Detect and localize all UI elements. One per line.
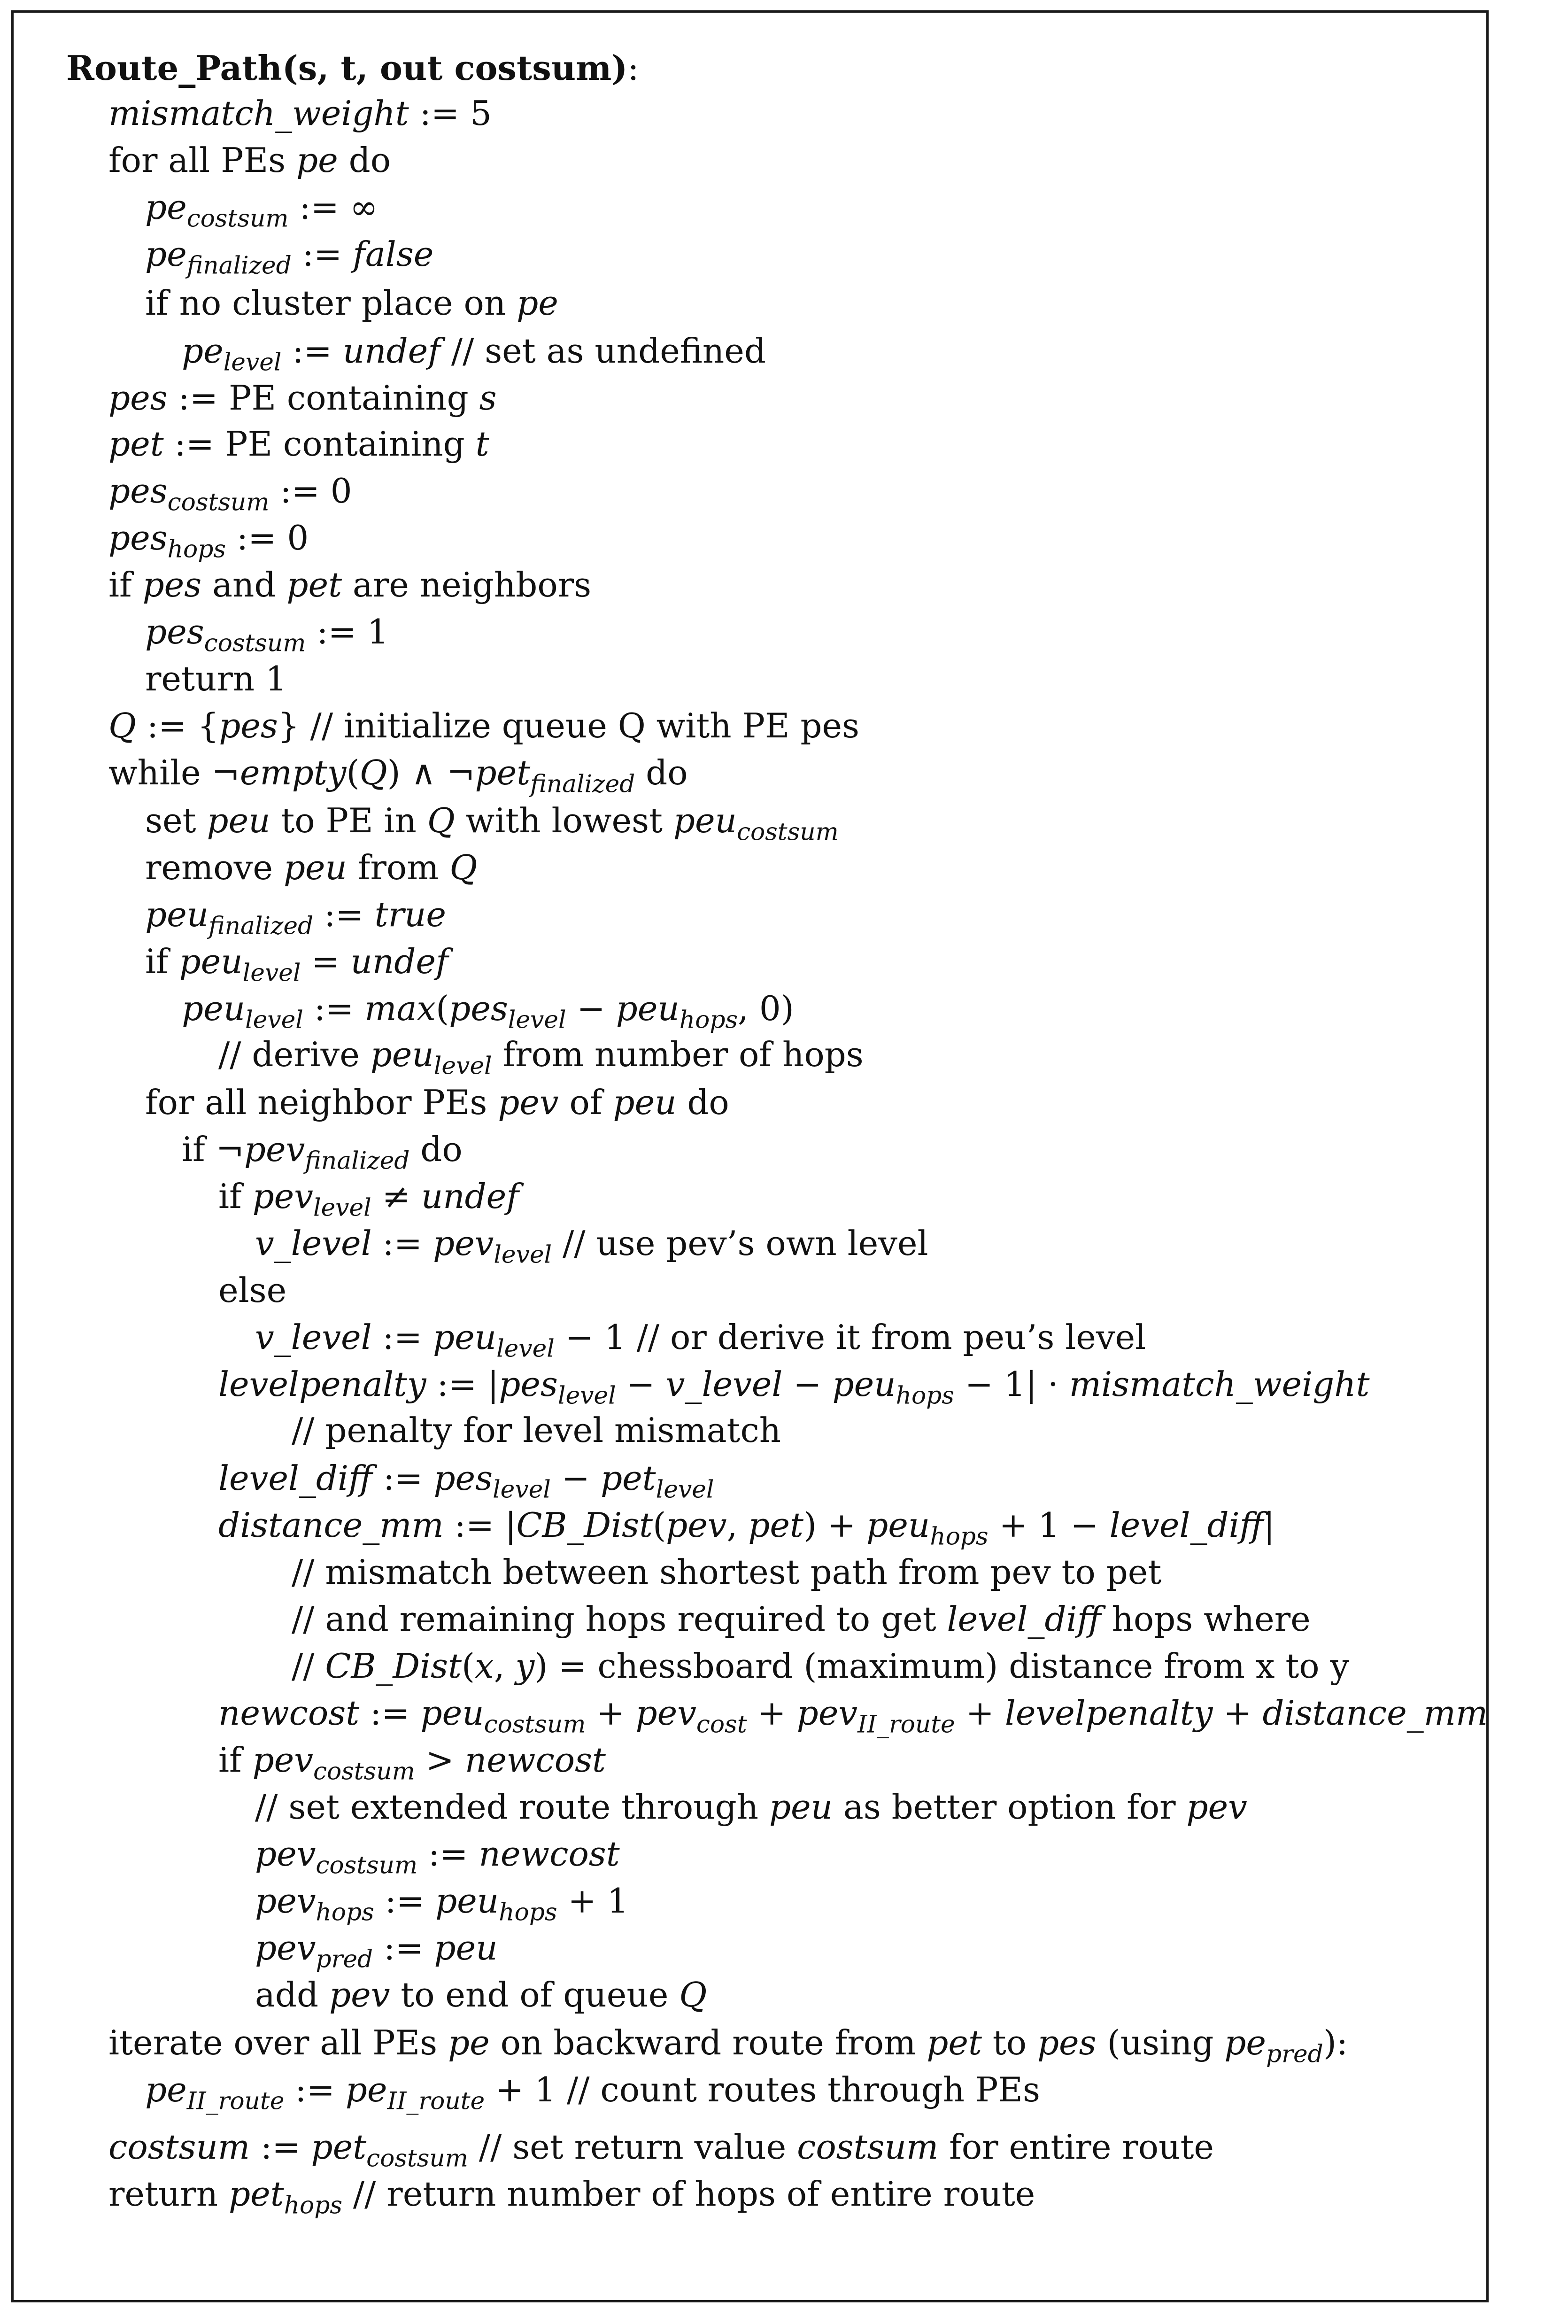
code-line: newcost := peu$_{costsum}$ + pev$_{cost}$ + pev$_{II\_route}$ + levelpenalty + distance_mm (218, 1693, 1488, 1739)
code-line: for all neighbor PEs pev of peu do (145, 1083, 729, 1122)
code-line: add pev to end of queue Q (255, 1975, 707, 2014)
code-line: else (218, 1270, 287, 1310)
code-line: costsum := pet$_{costsum}$ // set return value costsum for entire route (108, 2127, 1214, 2173)
code-line: level_diff := pes$_{level}$ − pet$_{level}$ (218, 1458, 714, 1504)
code-line: $pe_{finalized}$ := false (145, 234, 434, 280)
code-line: $pe_{level}$ := undef // set as undefined (182, 331, 766, 377)
code-line: return pet$_{hops}$ // return number of hops of entire route (108, 2174, 1035, 2220)
code-line: // set extended route through peu as better option for pev (255, 1787, 1247, 1827)
algorithm-listing (14, 13, 1486, 2300)
code-line: pes$_{hops}$ := 0 (108, 518, 309, 564)
algorithm-header: Route_Path(s, t, out costsum): (66, 48, 639, 88)
code-line: while ¬empty(Q) ∧ ¬pet$_{finalized}$ do (108, 753, 688, 798)
code-line: pes$_{costsum}$ := 0 (108, 471, 352, 517)
code-line: pev$_{hops}$ := peu$_{hops}$ + 1 (255, 1881, 629, 1927)
code-line: v_level := pev$_{level}$ // use pev’s own level (255, 1224, 928, 1269)
code-line: levelpenalty := |pes$_{level}$ − v_level − peu$_{hops}$ − 1| · mismatch_weight (218, 1364, 1370, 1410)
code-line: v_level := peu$_{level}$ − 1 // or derive it from peu’s level (255, 1317, 1146, 1363)
code-line: Q := {pes} // initialize queue Q with PE pes (108, 706, 859, 745)
code-line: // penalty for level mismatch (292, 1410, 781, 1450)
code-line: for all PEs pe do (108, 140, 391, 180)
code-line: if pes and pet are neighbors (108, 565, 592, 604)
code-line: return 1 (145, 659, 287, 698)
algorithm-box (11, 10, 1489, 2302)
code-line: mismatch_weight := 5 (108, 93, 492, 133)
code-line: // derive peu$_{level}$ from number of hops (218, 1035, 864, 1080)
code-line: if peu$_{level}$ = undef (145, 942, 448, 987)
code-line: // and remaining hops required to get level_diff hops where (292, 1599, 1311, 1639)
code-line: $pe_{II\_route}$ := $pe_{II\_route} + 1$ // count routes through PEs (145, 2070, 1040, 2115)
code-line: peu$_{finalized}$ := true (145, 895, 446, 940)
code-line: set peu to PE in Q with lowest peu$_{costsum}$ (145, 801, 839, 846)
code-line: pet := PE containing t (108, 424, 489, 464)
code-line: distance_mm := |CB_Dist(pev, pet) + peu$_{hops}$ + 1 − level_diff| (218, 1505, 1275, 1551)
code-line: pev$_{costsum}$ := newcost (255, 1834, 620, 1880)
code-line: iterate over all PEs pe on backward route from pet to pes (using $pe_{pred}$): (108, 2023, 1348, 2068)
code-line: if no cluster place on pe (145, 283, 558, 323)
code-line: pes := PE containing s (108, 378, 497, 418)
code-line: pev$_{pred}$ := peu (255, 1928, 498, 1974)
code-line: // CB_Dist(x, y) = chessboard (maximum) distance from x to y (292, 1646, 1350, 1686)
code-line: // mismatch between shortest path from pev to pet (292, 1552, 1162, 1592)
code-line: if ¬pev$_{finalized}$ do (182, 1130, 463, 1175)
code-line: remove peu from Q (145, 848, 478, 887)
code-line: $pe_{costsum}$ := ∞ (145, 187, 378, 233)
code-line: if pev$_{level}$ ≠ undef (218, 1177, 519, 1222)
code-line: peu$_{level}$ := max(pes$_{level}$ − peu$_{hops}$, 0) (182, 989, 794, 1034)
code-line: pes$_{costsum}$ := 1 (145, 612, 389, 658)
code-line: if pev$_{costsum}$ > newcost (218, 1740, 606, 1786)
